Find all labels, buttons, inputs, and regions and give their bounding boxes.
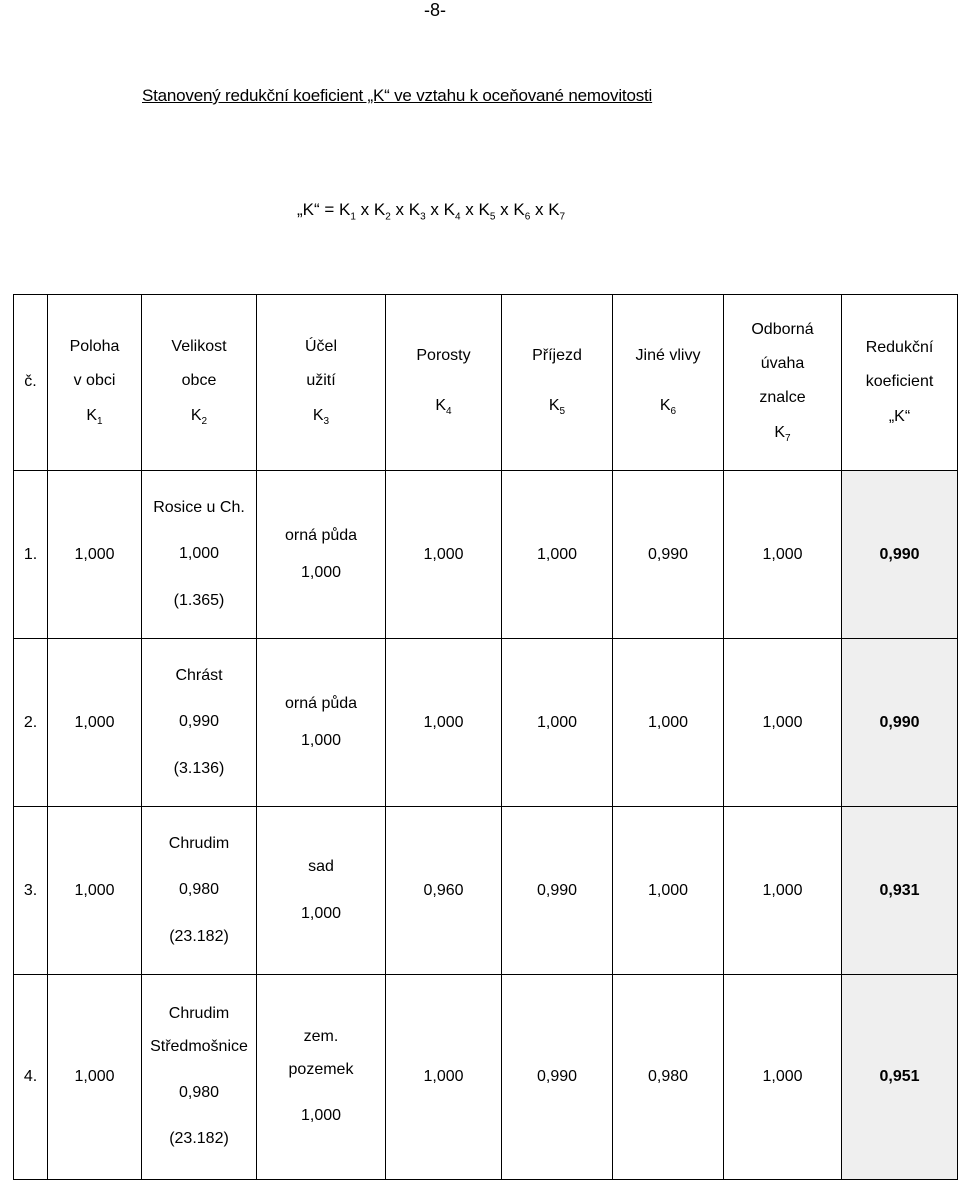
formula-term-k3: $K_3$: [408, 200, 426, 223]
cell-k3: orná půda 1,000: [257, 639, 386, 807]
formula-term-k1: $K_1$: [339, 200, 356, 223]
row-num: 1.: [14, 471, 48, 639]
header-k: Redukční koeficient „K“: [842, 295, 958, 471]
row-num: 4.: [14, 975, 48, 1180]
header-k5: Příjezd $K_5$: [502, 295, 613, 471]
cell-k2: Chrudim 0,980 (23.182): [142, 807, 257, 975]
cell-k4: 0,960: [386, 807, 502, 975]
table-row: [14, 807, 958, 975]
coefficient-table: [13, 294, 958, 1180]
cell-k1: 1,000: [48, 807, 142, 975]
formula-operator: x: [355, 200, 374, 219]
cell-k1: 1,000: [48, 471, 142, 639]
cell-k4: 1,000: [386, 975, 502, 1180]
formula-operator: x: [495, 200, 514, 219]
cell-k6: 0,980: [613, 975, 724, 1180]
header-k4: Porosty $K_4$: [386, 295, 502, 471]
formula-operator: x: [530, 200, 549, 219]
formula-lhs: „K“ =: [297, 200, 340, 219]
table-row: [14, 471, 958, 639]
cell-k3: sad 1,000: [257, 807, 386, 975]
cell-k5: 0,990: [502, 975, 613, 1180]
cell-k5: 0,990: [502, 807, 613, 975]
table-row: [14, 975, 958, 1180]
cell-k-result: 0,951: [842, 975, 958, 1180]
cell-k5: 1,000: [502, 471, 613, 639]
header-k3: Účel užití $K_3$: [257, 295, 386, 471]
cell-k2: Rosice u Ch. 1,000 (1.365): [142, 471, 257, 639]
formula-operator: x: [425, 200, 444, 219]
row-num: 2.: [14, 639, 48, 807]
cell-k7: 1,000: [724, 807, 842, 975]
cell-k6: 1,000: [613, 639, 724, 807]
formula-term-k2: $K_2$: [373, 200, 391, 223]
page-heading: Stanovený redukční koeficient „K“ ve vztahu k oceňované nemovitosti: [142, 86, 653, 105]
header-num: č.: [14, 295, 48, 471]
cell-k-result: 0,931: [842, 807, 958, 975]
header-k7: Odborná úvaha znalce $K_7$: [724, 295, 842, 471]
cell-k4: 1,000: [386, 639, 502, 807]
formula-term-k6: $K_6$: [513, 200, 531, 223]
cell-k2: Chrást 0,990 (3.136): [142, 639, 257, 807]
formula-term-k5: $K_5$: [478, 200, 496, 223]
cell-k-result: 0,990: [842, 639, 958, 807]
cell-k5: 1,000: [502, 639, 613, 807]
cell-k7: 1,000: [724, 639, 842, 807]
cell-k6: 1,000: [613, 807, 724, 975]
table-row: [14, 639, 958, 807]
header-k2: Velikost obce $K_2$: [142, 295, 257, 471]
formula-term-k7: $K_7$: [548, 200, 566, 223]
cell-k1: 1,000: [48, 975, 142, 1180]
formula-operator: x: [460, 200, 479, 219]
cell-k7: 1,000: [724, 975, 842, 1180]
cell-k7: 1,000: [724, 471, 842, 639]
formula-term-k4: $K_4$: [443, 200, 461, 223]
cell-k-result: 0,990: [842, 471, 958, 639]
cell-k4: 1,000: [386, 471, 502, 639]
row-num: 3.: [14, 807, 48, 975]
cell-k2: Chrudim Středmošnice 0,980 (23.182): [142, 975, 257, 1180]
cell-k3: zem. pozemek 1,000: [257, 975, 386, 1180]
formula-operator: x: [390, 200, 409, 219]
header-k6: Jiné vlivy $K_6$: [613, 295, 724, 471]
cell-k1: 1,000: [48, 639, 142, 807]
cell-k6: 0,990: [613, 471, 724, 639]
table-header-row: [14, 295, 958, 471]
page-number: -8-: [424, 0, 446, 20]
header-k1: Poloha v obci $K_1$: [48, 295, 142, 471]
cell-k3: orná půda 1,000: [257, 471, 386, 639]
coefficient-formula: [297, 200, 565, 222]
